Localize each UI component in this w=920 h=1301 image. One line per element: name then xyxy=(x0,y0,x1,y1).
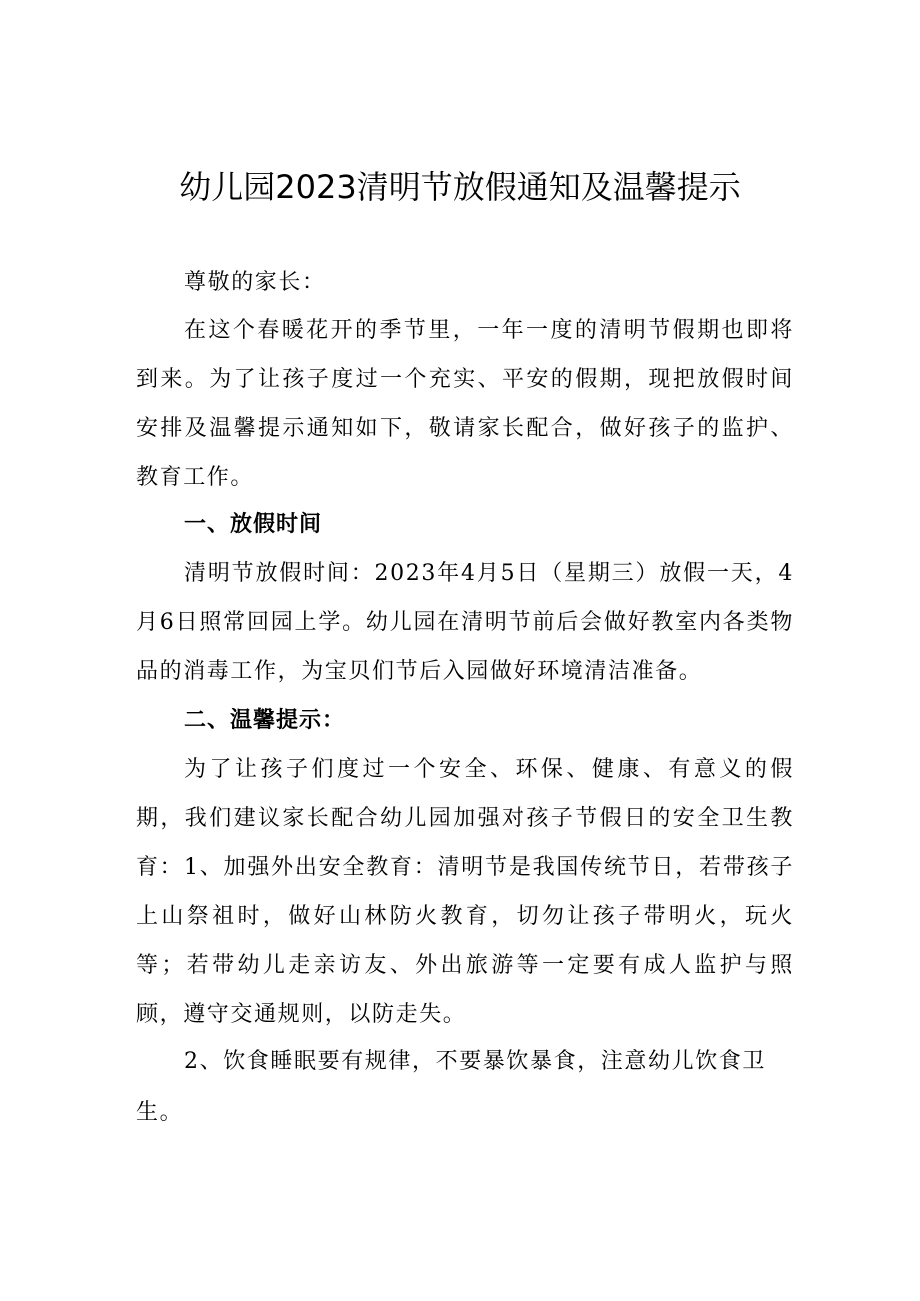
salutation: 尊敬的家长： xyxy=(184,270,326,295)
holiday-time-paragraph: 清明节放假时间：2023年4月5日（星期三）放假一天，4月6日照常回园上学。幼儿园在清明节前后会做好教室内各类物品的消毒工作，为宝贝们节后入园做好环境清洁准备。 xyxy=(136,561,794,684)
section-heading-tips: 二、温馨提示： xyxy=(184,708,346,733)
section-heading-holiday-time: 一、放假时间 xyxy=(184,512,323,537)
intro-paragraph: 在这个春暖花开的季节里，一年一度的清明节假期也即将到来。为了让孩子度过一个充实、平安的假期，现把放假时间安排及温馨提示通知如下，敬请家长配合，做好孩子的监护、教育工作。 xyxy=(136,318,794,490)
document-title: 幼儿园2023清明节放假通知及温馨提示 xyxy=(179,168,741,206)
tips-intro-paragraph: 为了让孩子们度过一个安全、环保、健康、有意义的假期，我们建议家长配合幼儿园加强对孩子节假日的安全卫生教育： xyxy=(136,757,794,880)
tip-item-2-line-2: 生。 xyxy=(136,1100,184,1125)
tip-item-2-line-1: 2、饮食睡眠要有规律，不要暴饮暴食，注意幼儿饮食卫 xyxy=(184,1049,766,1074)
tip-item-1: 1、加强外出安全教育：清明节是我国传统节日，若带孩子上山祭祖时，做好山林防火教育，切勿让孩子带明火，玩火等；若带幼儿走亲访友、外出旅游等一定要有成人监护与照顾，遵守交通规则，以防走失。 xyxy=(136,855,794,1027)
